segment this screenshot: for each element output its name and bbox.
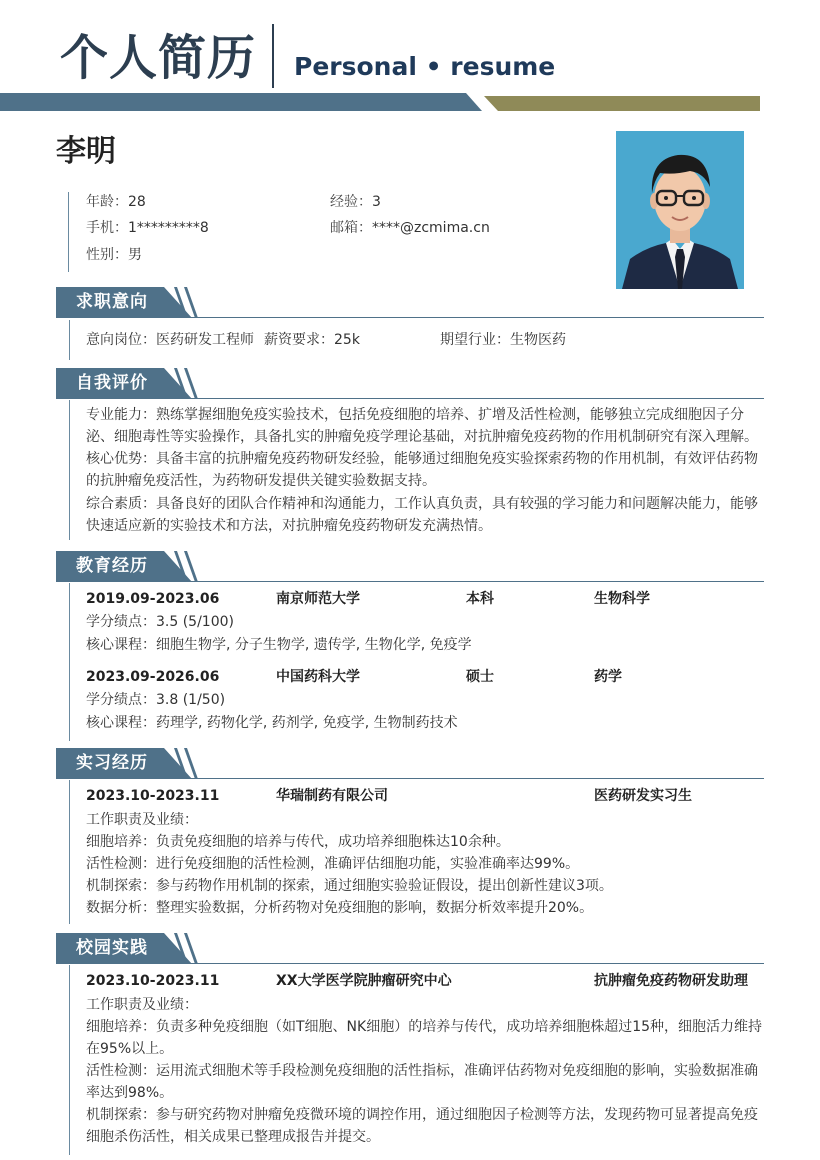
section-title: 校园实践: [76, 938, 148, 958]
self-eval-paragraph: 综合素质：具备良好的团队合作精神和沟通能力，工作认真负责，具有较强的学习能力和问题解决能力，能够快速适应新的实验技术和方法，对抗肿瘤免疫药物研发充满热情。: [86, 496, 758, 534]
section-vline: [69, 320, 70, 360]
education-gpa: 学分绩点：3.8 (1/50): [86, 692, 226, 708]
internship-line: 活性检测：进行免疫细胞的活性检测，准确评估细胞功能，实验准确率达99%。: [86, 856, 580, 872]
internship-role: 医药研发实习生: [594, 788, 692, 804]
internship-line: 数据分析：整理实验数据，分析药物对免疫细胞的影响，数据分析效率提升20%。: [86, 900, 594, 916]
education-gpa: 学分绩点：3.5 (5/100): [86, 614, 234, 630]
self-eval-paragraph: 专业能力：熟练掌握细胞免疫实验技术，包括免疫细胞的培养、扩增及活性检测，能够独立完成细胞因子分泌、细胞毒性等实验操作，具备扎实的肿瘤免疫学理论基础，对抗肿瘤免疫药物的作用机制研究有深入理解。: [86, 407, 758, 445]
section-title: 实习经历: [76, 753, 148, 773]
age-value: 28: [128, 194, 146, 210]
section-title: 自我评价: [76, 373, 148, 393]
section-vline: [69, 583, 70, 741]
section-rule: [56, 963, 764, 964]
email-value: ****@zcmima.cn: [372, 220, 490, 236]
phone-label: 手机：: [86, 220, 128, 236]
education-school: 南京师范大学: [276, 591, 360, 607]
resume-header: [0, 0, 820, 115]
section-header-self-eval: [56, 368, 764, 400]
education-major: 生物科学: [594, 591, 650, 607]
email-field: [330, 218, 490, 238]
education-period: 2023.09-2026.06: [86, 669, 220, 685]
info-divider: [68, 192, 69, 272]
title-english: Personal • resume: [294, 52, 556, 81]
campus-role: 抗肿瘤免疫药物研发助理: [594, 973, 748, 989]
header-bar-olive: [484, 96, 760, 111]
gender-value: 男: [128, 247, 142, 263]
email-label: 邮箱：: [330, 220, 372, 236]
section-rule: [56, 778, 764, 779]
education-courses: 核心课程：细胞生物学, 分子生物学, 遗传学, 生物化学, 免疫学: [86, 637, 472, 653]
section-vline: [69, 965, 70, 1155]
header-bar-blue: [0, 93, 482, 111]
avatar-illustration: [616, 131, 744, 289]
person-name: 李明: [56, 134, 116, 169]
section-header-intention: [56, 287, 764, 319]
intention-position: 意向岗位：医药研发工程师: [86, 332, 254, 348]
education-major: 药学: [594, 669, 622, 685]
education-courses: 核心课程：药理学, 药物化学, 药剂学, 免疫学, 生物制药技术: [86, 715, 458, 731]
education-period: 2019.09-2023.06: [86, 591, 220, 607]
experience-field: [330, 192, 381, 212]
section-header-education: [56, 551, 764, 583]
gender-label: 性别：: [86, 247, 128, 263]
campus-paragraph: 机制探索：参与研究药物对肿瘤免疫微环境的调控作用，通过细胞因子检测等方法，发现药物可显著提高免疫细胞杀伤活性，相关成果已整理成报告并提交。: [86, 1107, 758, 1145]
intention-salary: 薪资要求：25k: [264, 332, 360, 348]
avatar: [616, 131, 744, 289]
education-degree: 硕士: [466, 669, 494, 685]
section-title: 教育经历: [76, 556, 148, 576]
phone-field: [86, 218, 209, 238]
campus-period: 2023.10-2023.11: [86, 973, 220, 989]
education-school: 中国药科大学: [276, 669, 360, 685]
campus-intro: 工作职责及业绩：: [86, 997, 198, 1013]
self-eval-paragraph: 核心优势：具备丰富的抗肿瘤免疫药物研发经验，能够通过细胞免疫实验探索药物的作用机制，有效评估药物的抗肿瘤免疫活性，为药物研发提供关键实验数据支持。: [86, 451, 758, 489]
section-header-internship: [56, 748, 764, 780]
section-rule: [56, 317, 764, 318]
title-divider: [272, 24, 274, 88]
internship-period: 2023.10-2023.11: [86, 788, 220, 804]
gender-field: [86, 245, 142, 265]
title-chinese: 个人简历: [60, 30, 257, 86]
phone-value: 1*********8: [128, 220, 209, 236]
internship-company: 华瑞制药有限公司: [276, 788, 388, 804]
section-rule: [56, 398, 764, 399]
campus-paragraph: 活性检测：运用流式细胞术等手段检测免疫细胞的活性指标，准确评估药物对免疫细胞的影响，实验数据准确率达到98%。: [86, 1063, 758, 1101]
campus-paragraph: 细胞培养：负责多种免疫细胞（如T细胞、NK细胞）的培养与传代，成功培养细胞株超过15种，细胞活力维持在95%以上。: [86, 1019, 763, 1057]
age-label: 年龄：: [86, 194, 128, 210]
experience-value: 3: [372, 194, 381, 210]
internship-line: 机制探索：参与药物作用机制的探索，通过细胞实验验证假设，提出创新性建议3项。: [86, 878, 613, 894]
age-field: [86, 192, 146, 212]
internship-line: 细胞培养：负责免疫细胞的培养与传代，成功培养细胞株达10余种。: [86, 834, 510, 850]
section-vline: [69, 400, 70, 540]
education-degree: 本科: [466, 591, 494, 607]
section-header-campus: [56, 933, 764, 965]
campus-org: XX大学医学院肿瘤研究中心: [276, 973, 452, 989]
internship-intro: 工作职责及业绩：: [86, 812, 198, 828]
experience-label: 经验：: [330, 194, 372, 210]
section-vline: [69, 780, 70, 924]
section-title: 求职意向: [76, 292, 148, 312]
section-rule: [56, 581, 764, 582]
intention-industry: 期望行业：生物医药: [440, 332, 566, 348]
